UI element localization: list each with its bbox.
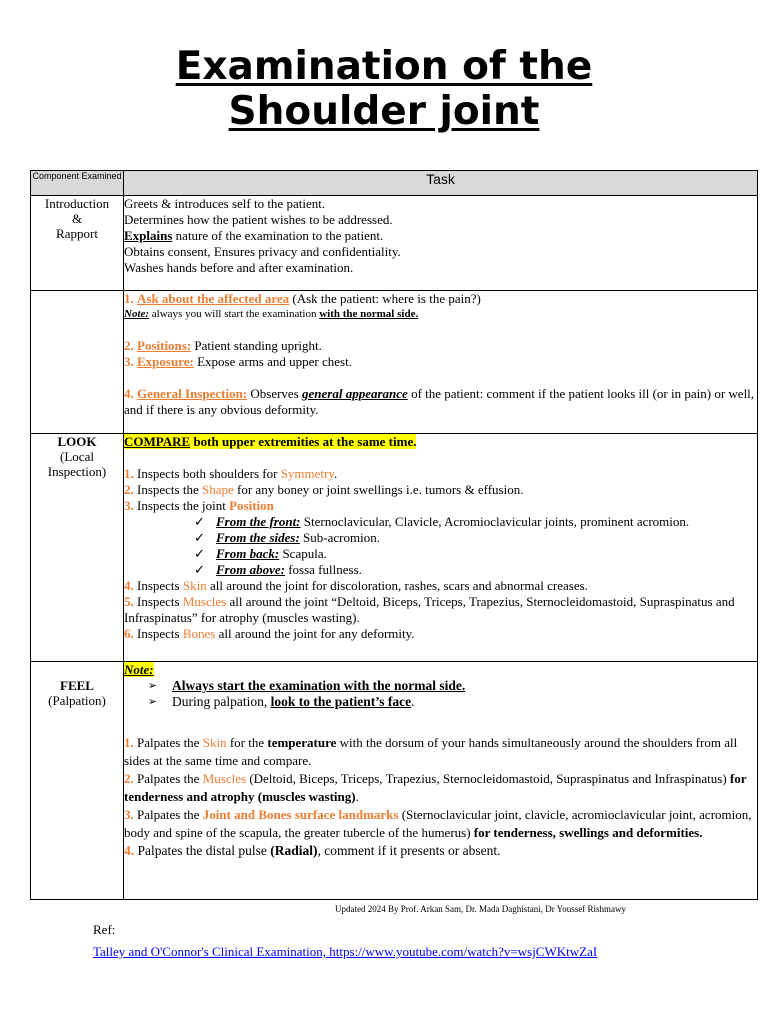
header-component: Component Examined xyxy=(31,171,124,196)
feel-bold: (Radial) xyxy=(270,843,318,858)
updated-credit: Updated 2024 By Prof. Arkan Sam, Dr. Mada Daghistani, Dr Youssef Rishmawy xyxy=(335,904,626,914)
component-intro xyxy=(31,196,124,291)
general-item-4 xyxy=(124,386,757,418)
general-item-2 xyxy=(124,338,757,354)
ask-rest: (Ask the patient: where is the pain?) xyxy=(289,291,481,306)
intro-line-washes: Washes hands before and after examination. xyxy=(124,260,354,275)
header-task: Task xyxy=(124,171,758,196)
exposure-text: Expose arms and upper chest. xyxy=(193,354,352,369)
feel-key: Joint and Bones surface landmarks xyxy=(202,807,399,822)
table-row-general xyxy=(31,291,758,434)
look-post: all around the joint for any deformity. xyxy=(215,626,415,641)
look-num: 3. xyxy=(124,498,134,513)
check-text: Sternoclavicular, Clavicle, Acromioclavicular joints, prominent acromion. xyxy=(300,514,690,529)
feel-item-3 xyxy=(124,806,757,842)
look-num: 5. xyxy=(124,594,134,609)
general-inspection-label: General Inspection: xyxy=(137,386,248,401)
table-header-row xyxy=(31,171,758,196)
look-post: . xyxy=(334,466,338,481)
look-num: 1. xyxy=(124,466,134,481)
arrow-2-bold: look to the patient’s face xyxy=(270,694,412,709)
feel-num: 1. xyxy=(124,735,134,750)
exposure-label: Exposure: xyxy=(137,354,194,369)
feel-post: with the dorsum of your hands simultaneously around the shoulders from all sides at the same time and compare. xyxy=(124,735,738,768)
feel-post: , comment if it presents or absent. xyxy=(317,843,501,858)
title-line-1: Examination of the xyxy=(175,44,593,89)
feel-bold: temperature xyxy=(267,735,337,750)
compare-word: COMPARE xyxy=(124,434,191,449)
look-item-2 xyxy=(124,482,757,498)
component-look xyxy=(31,434,124,662)
look-pre: Inspects xyxy=(133,626,183,641)
component-feel xyxy=(31,662,124,900)
compare-rest: both upper extremities at the same time. xyxy=(190,434,417,449)
task-feel xyxy=(124,662,758,900)
component-intro-line-1: Introduction xyxy=(44,196,110,211)
look-item-4 xyxy=(124,578,757,594)
note-bold: with the normal side. xyxy=(319,308,419,320)
general-num-3: 3. xyxy=(124,354,134,369)
look-key: Position xyxy=(229,498,274,513)
general-item-3 xyxy=(124,354,757,370)
feel-key: Skin xyxy=(202,735,227,750)
component-general xyxy=(31,291,124,434)
check-back xyxy=(124,546,757,562)
feel-note xyxy=(124,662,757,678)
look-key: Skin xyxy=(182,578,207,593)
feel-post: . xyxy=(355,789,359,804)
feel-subtitle: (Palpation) xyxy=(48,693,106,708)
positions-label: Positions: xyxy=(137,338,192,353)
table-row-feel xyxy=(31,662,758,900)
look-post: all around the joint “Deltoid, Biceps, Triceps, Trapezius, Sternocleidomastoid, Supraspinatus and Infraspinatus” for atrophy (muscles wasting). xyxy=(124,594,735,625)
explains-rest: nature of the examination to the patient. xyxy=(172,228,384,243)
look-item-3 xyxy=(124,498,757,514)
look-pre: Inspects the joint xyxy=(133,498,230,513)
general-appearance: general appearance xyxy=(302,386,408,401)
check-above xyxy=(124,562,757,578)
examination-table xyxy=(30,170,758,900)
general-note xyxy=(124,307,757,322)
task-look xyxy=(124,434,758,662)
look-num: 2. xyxy=(124,482,134,497)
compare-line xyxy=(124,434,757,450)
arrow-2-pre: During palpation, xyxy=(172,694,271,709)
intro-line-address: Determines how the patient wishes to be addressed. xyxy=(124,212,393,227)
look-pre: Inspects xyxy=(133,594,183,609)
component-intro-line-3: Rapport xyxy=(56,226,98,241)
general-num-2: 2. xyxy=(124,338,134,353)
feel-key: Muscles xyxy=(202,771,247,786)
feel-pre: Palpates the xyxy=(133,735,203,750)
ref-label: Ref: xyxy=(93,922,116,937)
look-key: Symmetry xyxy=(280,466,335,481)
feel-arrow-2 xyxy=(124,694,757,710)
check-text: Scapula. xyxy=(279,546,327,561)
look-item-6 xyxy=(124,626,757,642)
look-num: 4. xyxy=(124,578,134,593)
feel-item-4 xyxy=(124,842,757,860)
check-label: From the front: xyxy=(216,514,301,529)
feel-note-label: Note: xyxy=(124,662,154,677)
arrow-bullet-icon: ➢ xyxy=(148,679,158,692)
look-item-5 xyxy=(124,594,757,626)
checkmark-icon: ✓ xyxy=(194,546,205,561)
check-label: From back: xyxy=(216,546,280,561)
feel-pre: Palpates the distal pulse xyxy=(134,843,271,858)
feel-num: 3. xyxy=(124,807,134,822)
feel-bold: for tenderness, swellings and deformities. xyxy=(473,825,703,840)
task-intro xyxy=(124,196,758,291)
feel-pre: Palpates the xyxy=(133,807,203,822)
look-title: LOOK xyxy=(57,434,97,449)
check-label: From above: xyxy=(216,562,285,577)
look-key: Muscles xyxy=(182,594,227,609)
look-key: Shape xyxy=(201,482,234,497)
arrow-2-post: . xyxy=(411,694,415,709)
look-item-1 xyxy=(124,466,757,482)
feel-num: 4. xyxy=(124,843,135,858)
intro-line-explains xyxy=(124,228,757,244)
document-title xyxy=(0,44,768,134)
look-subtitle: (Local Inspection) xyxy=(47,449,107,479)
feel-item-2 xyxy=(124,770,757,806)
feel-item-1 xyxy=(124,734,757,770)
check-front xyxy=(124,514,757,530)
checkmark-icon: ✓ xyxy=(194,562,205,577)
feel-title: FEEL xyxy=(60,678,94,693)
explains-word: Explains xyxy=(124,228,173,243)
checkmark-icon: ✓ xyxy=(194,530,205,545)
table-row-intro xyxy=(31,196,758,291)
feel-mid: (Deltoid, Biceps, Triceps, Trapezius, Sternocleidomastoid, Supraspinatus and Infraspinatus) xyxy=(246,771,730,786)
feel-arrow-1 xyxy=(124,678,757,694)
checkmark-icon: ✓ xyxy=(194,514,205,529)
look-post: all around the joint for discoloration, rashes, scars and abnormal creases. xyxy=(206,578,588,593)
note-label: Note: xyxy=(124,308,150,320)
feel-bold: for tenderness and atrophy (muscles wasting) xyxy=(124,771,747,804)
arrow-bullet-icon: ➢ xyxy=(148,695,158,708)
intro-line-greets: Greets & introduces self to the patient. xyxy=(124,196,326,211)
general-item-1 xyxy=(124,291,757,307)
look-pre: Inspects the xyxy=(133,482,202,497)
task-general xyxy=(124,291,758,434)
reference-link[interactable]: Talley and O'Connor's Clinical Examination, https://www.youtube.com/watch?v=wsjCWKtwZaI xyxy=(93,944,598,959)
check-label: From the sides: xyxy=(216,530,300,545)
feel-mid: for the xyxy=(226,735,268,750)
title-line-2: Shoulder joint xyxy=(228,89,540,134)
feel-num: 2. xyxy=(124,771,134,786)
positions-text: Patient standing upright. xyxy=(191,338,322,353)
check-text: fossa fullness. xyxy=(284,562,362,577)
feel-pre: Palpates the xyxy=(133,771,203,786)
intro-line-consent: Obtains consent, Ensures privacy and confidentiality. xyxy=(124,244,401,259)
arrow-1-text: Always start the examination with the normal side. xyxy=(172,678,466,693)
look-post: for any boney or joint swellings i.e. tumors & effusion. xyxy=(233,482,524,497)
look-pre: Inspects xyxy=(133,578,183,593)
look-pre: Inspects both shoulders for xyxy=(133,466,281,481)
note-text: always you will start the examination xyxy=(149,308,320,320)
look-key: Bones xyxy=(182,626,216,641)
gi-text-1: Observes xyxy=(247,386,303,401)
check-text: Sub-acromion. xyxy=(299,530,380,545)
ask-affected-area: Ask about the affected area xyxy=(137,291,290,306)
general-num-4: 4. xyxy=(124,386,134,401)
look-num: 6. xyxy=(124,626,134,641)
table-row-look xyxy=(31,434,758,662)
check-sides xyxy=(124,530,757,546)
component-intro-line-2: & xyxy=(71,211,83,226)
gi-text-2: of the patient: comment if the patient looks ill (or in pain) or well, and if there is any obvious deformity. xyxy=(124,386,755,417)
feel-mid: (Sternoclavicular joint, clavicle, acromioclavicular joint, acromion, body and spine of the scapula, the greater tubercle of the humerus) xyxy=(124,807,752,840)
general-num-1: 1. xyxy=(124,291,134,306)
